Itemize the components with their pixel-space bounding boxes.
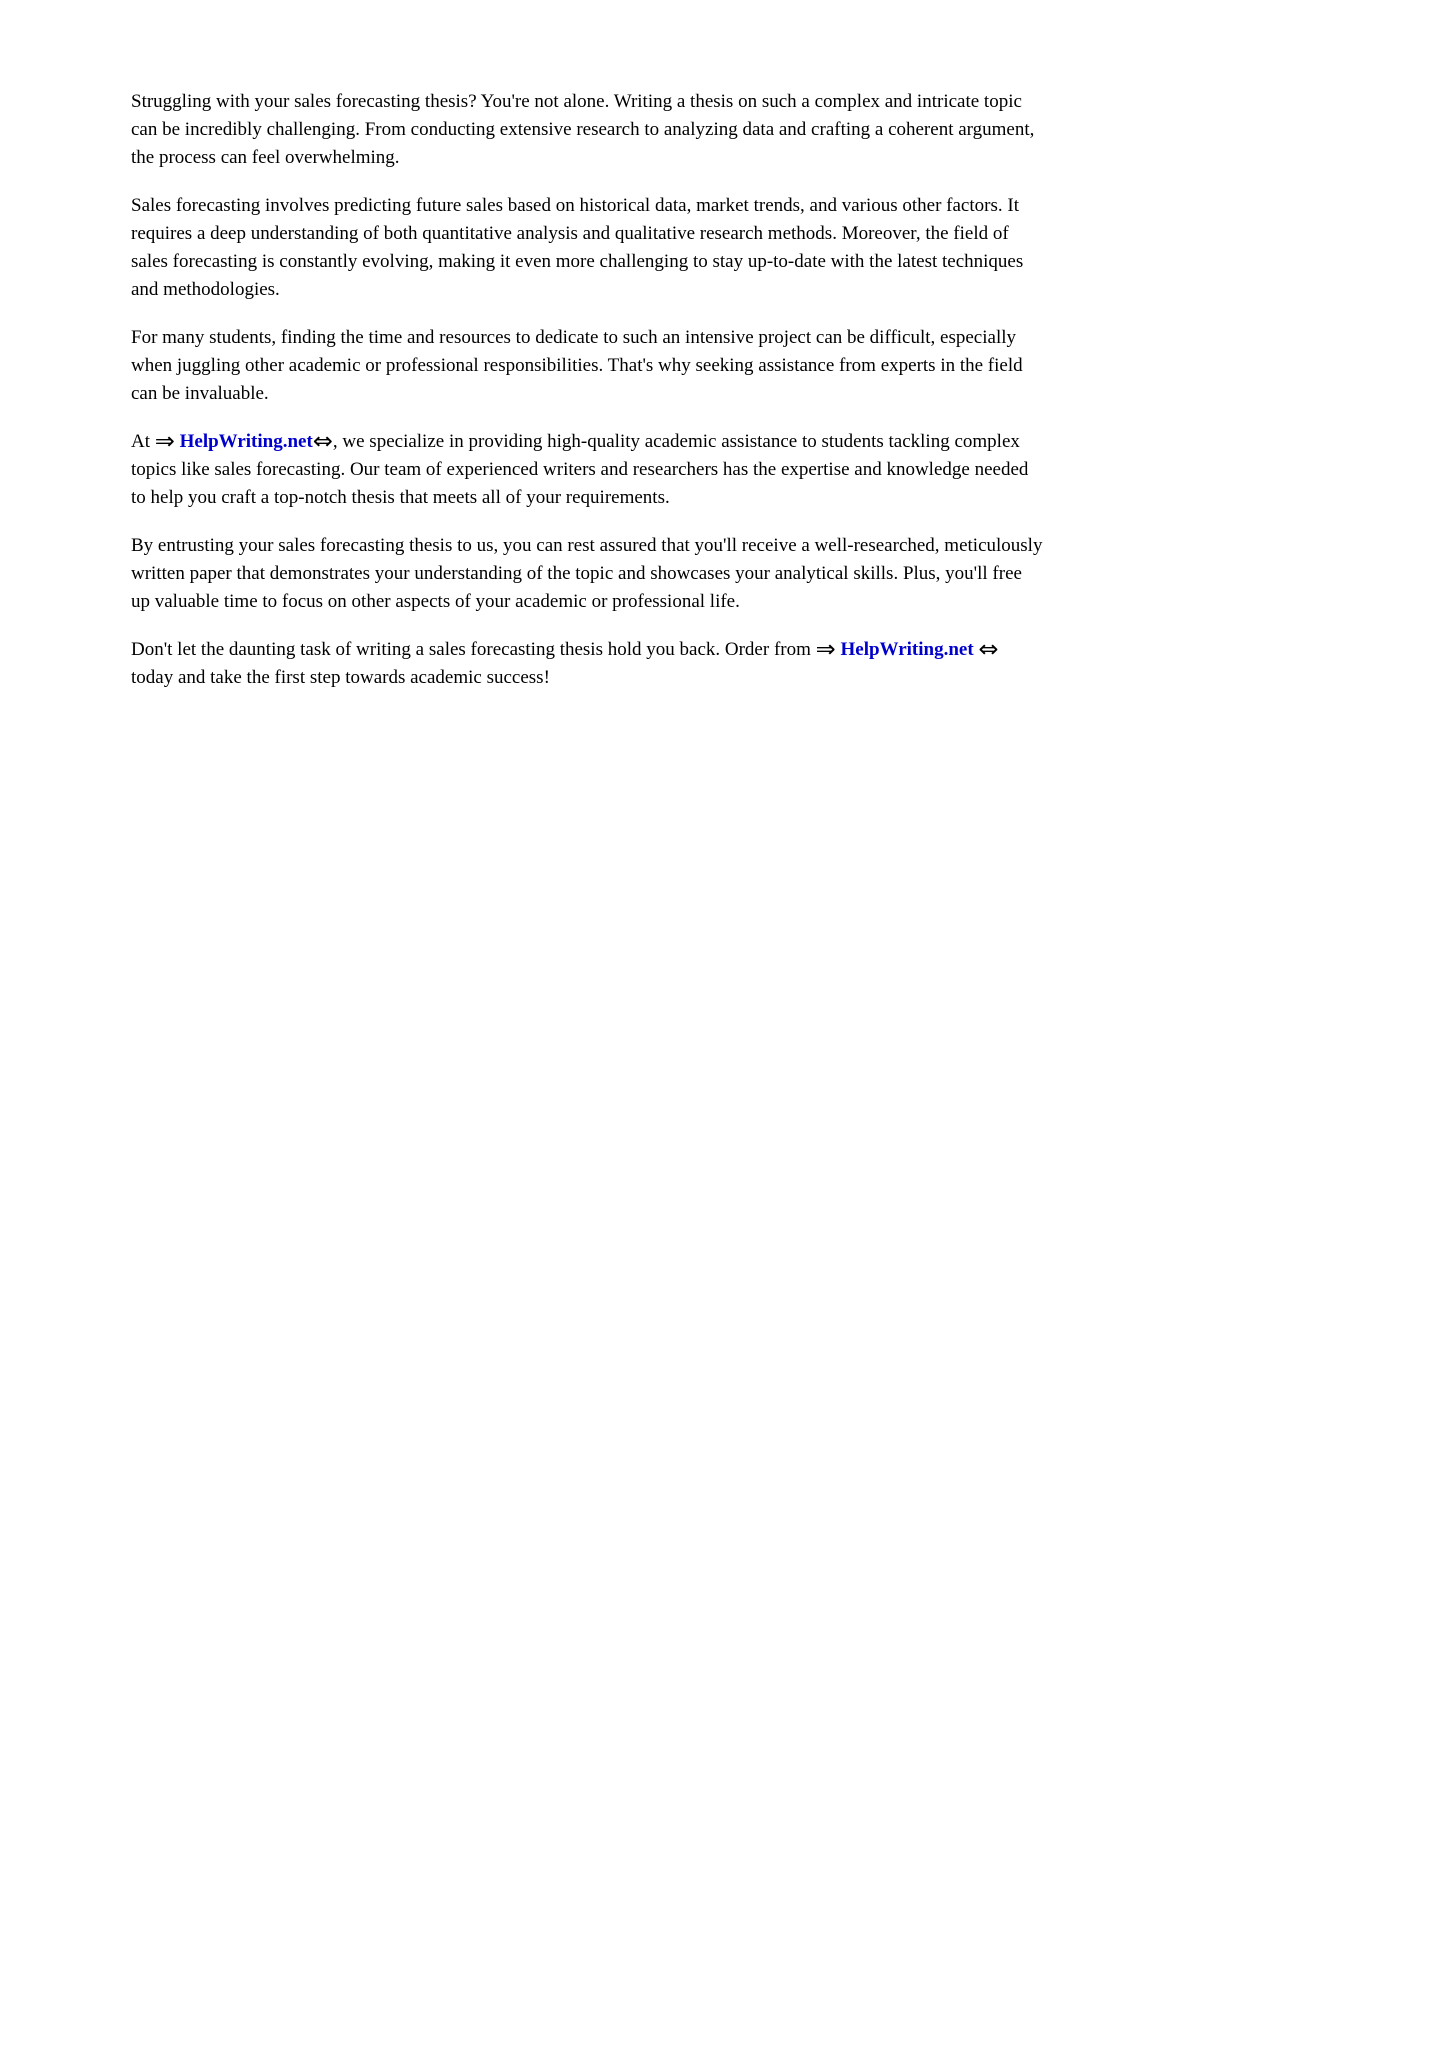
- right-double-arrow-icon: ⇒: [815, 635, 836, 663]
- document-body: [131, 88, 1043, 712]
- left-right-double-arrow-icon: ⇔: [978, 635, 999, 663]
- paragraph-text: For many students, finding the time and resources to dedicate to such an intensive project can be difficult, especially when juggling other academic or professional responsibilities. That's why seeking assistance from experts in the field can be invaluable.: [131, 327, 1023, 404]
- paragraph: [131, 428, 1043, 512]
- helpwriting-link[interactable]: HelpWriting.net: [840, 639, 974, 660]
- paragraph-text: Don't let the daunting task of writing a sales forecasting thesis hold you back. Order from: [131, 639, 816, 660]
- helpwriting-link[interactable]: HelpWriting.net: [179, 431, 313, 452]
- paragraph-text: , we specialize in providing high-quality academic assistance to students tackling complex topics like sales forecasting. Our team of experienced writers and researchers has the expertise and knowledge needed to help you craft a top-notch thesis that meets all of your requirements.: [131, 431, 1029, 508]
- paragraph-text: Sales forecasting involves predicting future sales based on historical data, market trends, and various other factors. It requires a deep understanding of both quantitative analysis and qualitative research methods. Moreover, the field of sales forecasting is constantly evolving, making it even more challenging to stay up-to-date with the latest techniques and methodologies.: [131, 195, 1024, 300]
- paragraph: [131, 88, 1043, 172]
- right-double-arrow-icon: ⇒: [154, 427, 175, 455]
- paragraph-text: At: [131, 431, 155, 452]
- paragraph: [131, 532, 1043, 616]
- paragraph: [131, 192, 1043, 304]
- paragraph: [131, 636, 1043, 692]
- left-right-double-arrow-icon: ⇔: [312, 427, 333, 455]
- paragraph-text: Struggling with your sales forecasting thesis? You're not alone. Writing a thesis on such a complex and intricate topic can be incredibly challenging. From conducting extensive research to analyzing data and crafting a coherent argument, the process can feel overwhelming.: [131, 91, 1035, 168]
- paragraph-text: today and take the first step towards academic success!: [131, 667, 550, 688]
- paragraph-text: By entrusting your sales forecasting thesis to us, you can rest assured that you'll receive a well-researched, meticulously written paper that demonstrates your understanding of the topic and showcases your analytical skills. Plus, you'll free up valuable time to focus on other aspects of your academic or professional life.: [131, 535, 1043, 612]
- paragraph: [131, 324, 1043, 408]
